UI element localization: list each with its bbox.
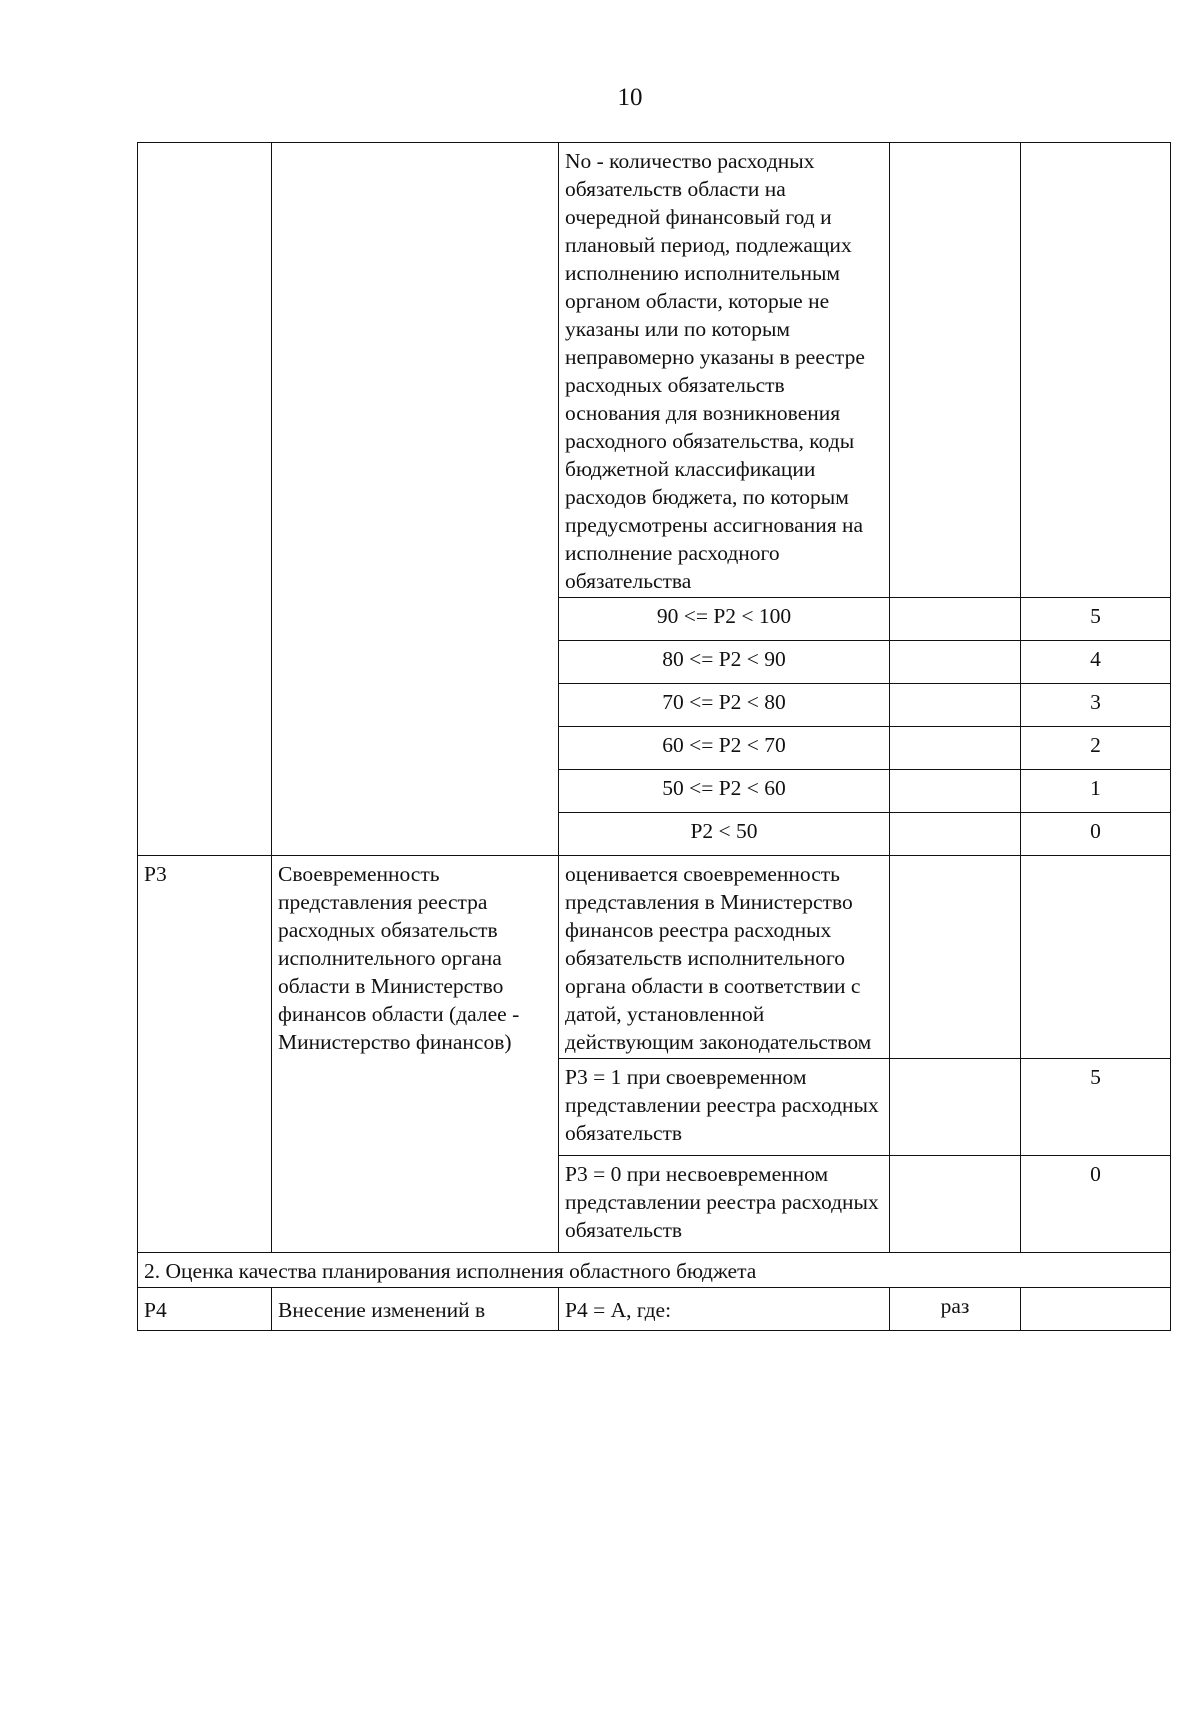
description-cell: оценивается своевременность представления в Министерство финансов реестра расходных обязательств исполнительного органа области в соответствии с датой, установленной действующим законодательством (559, 856, 890, 1059)
name-cell: Внесение изменений в (272, 1288, 559, 1331)
table-row (138, 143, 1171, 598)
unit-cell (890, 770, 1021, 813)
section-title: 2. Оценка качества планирования исполнения областного бюджета (138, 1253, 1171, 1288)
unit-cell (890, 813, 1021, 856)
table-row (138, 1288, 1171, 1331)
unit-cell (890, 641, 1021, 684)
unit-cell (890, 684, 1021, 727)
condition-cell: 80 <= P2 < 90 (559, 641, 890, 684)
unit-cell (890, 143, 1021, 598)
code-cell (138, 143, 272, 856)
score-cell: 5 (1021, 598, 1171, 641)
score-cell: 2 (1021, 727, 1171, 770)
unit-cell (890, 727, 1021, 770)
score-cell: 3 (1021, 684, 1171, 727)
code-cell: Р3 (138, 856, 272, 1253)
condition-cell: Р3 = 1 при своевременном представлении реестра расходных обязательств (559, 1059, 890, 1156)
score-cell (1021, 143, 1171, 598)
condition-cell: 60 <= P2 < 70 (559, 727, 890, 770)
table-row (138, 1253, 1171, 1288)
score-cell (1021, 1288, 1171, 1331)
formula-cell: Р4 = А, где: (559, 1288, 890, 1331)
name-cell: Своевременность представления реестра расходных обязательств исполнительного органа области в Министерство финансов области (далее - Министерство финансов) (272, 856, 559, 1253)
condition-cell: 50 <= P2 < 60 (559, 770, 890, 813)
name-cell (272, 143, 559, 856)
code-cell: Р4 (138, 1288, 272, 1331)
unit-cell (890, 1156, 1021, 1253)
score-cell: 0 (1021, 1156, 1171, 1253)
condition-cell: P2 < 50 (559, 813, 890, 856)
score-cell: 5 (1021, 1059, 1171, 1156)
score-cell: 1 (1021, 770, 1171, 813)
score-cell (1021, 856, 1171, 1059)
condition-cell: 90 <= P2 < 100 (559, 598, 890, 641)
condition-cell: 70 <= P2 < 80 (559, 684, 890, 727)
unit-cell (890, 1059, 1021, 1156)
condition-cell: Р3 = 0 при несвоевременном представлении реестра расходных обязательств (559, 1156, 890, 1253)
unit-cell (890, 856, 1021, 1059)
indicators-table (137, 142, 1171, 1331)
unit-cell: раз (890, 1288, 1021, 1331)
unit-cell (890, 598, 1021, 641)
table-row (138, 856, 1171, 1059)
score-cell: 4 (1021, 641, 1171, 684)
page-number: 10 (617, 84, 643, 111)
score-cell: 0 (1021, 813, 1171, 856)
description-cell: No - количество расходных обязательств области на очередной финансовый год и плановый период, подлежащих исполнению исполнительным органом области, которые не указаны или по которым неправомерно указаны в реестре расходных обязательств основания для возникновения расходного обязательства, коды бюджетной классификации расходов бюджета, по которым предусмотрены ассигнования на исполнение расходного обязательства (559, 143, 890, 598)
